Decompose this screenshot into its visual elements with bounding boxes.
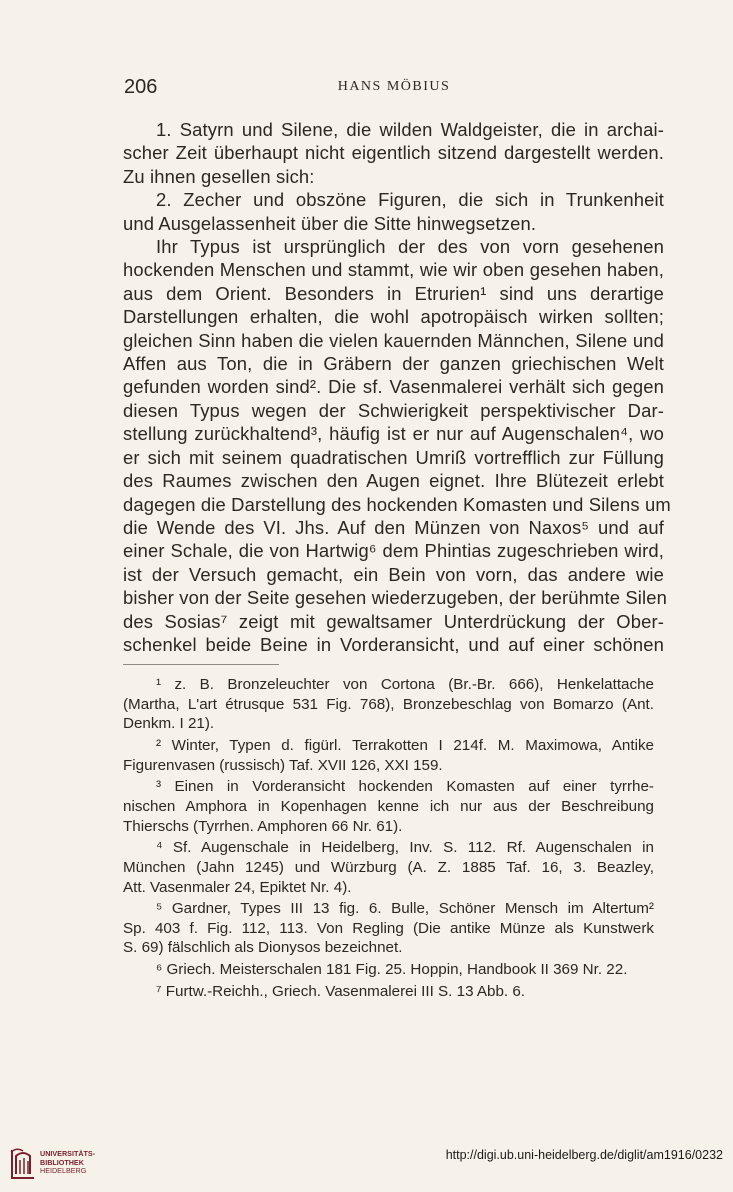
footnotes xyxy=(123,675,654,1004)
footnote-line: S. 69) fälschlich als Dionysos bezeichnet. xyxy=(123,939,403,957)
library-name-line: HEIDELBERG xyxy=(40,1166,87,1176)
text-line: 2. Zecher und obszöne Figuren, die sich in Trunkenheit xyxy=(156,189,664,211)
text-line: und Ausgelassenheit über die Sitte hinwegsetzen. xyxy=(123,212,537,234)
footnote-line: ³ Einen in Vorderansicht hockenden Komasten auf einer tyrrhe- xyxy=(156,778,654,796)
footnote-line: ⁶ Griech. Meisterschalen 181 Fig. 25. Hoppin, Handbook II 369 Nr. 22. xyxy=(156,961,628,979)
footnote-line: Denkm. I 21). xyxy=(123,715,215,733)
text-line: schenkel beide Beine in Vorderansicht, und auf einer schönen xyxy=(123,633,664,655)
text-line: stellung zurückhaltend³, häufig ist er nur auf Augenschalen⁴, wo xyxy=(123,423,664,445)
text-line: gefunden worden sind². Die sf. Vasenmalerei verhält sich gegen xyxy=(123,376,664,398)
text-line: diesen Typus wegen der Schwierigkeit perspektivischer Dar- xyxy=(123,399,664,421)
text-line: Darstellungen erhalten, die wohl apotropäisch wirken sollten; xyxy=(123,306,664,328)
page-header xyxy=(124,76,664,98)
text-line: er sich mit seinem quadratischen Umriß vortrefflich zur Füllung xyxy=(123,446,664,468)
text-line: einer Schale, die von Hartwig⁶ dem Phintias zugeschrieben wird, xyxy=(123,540,664,562)
footnote-line: ⁷ Furtw.-Reichh., Griech. Vasenmalerei III S. 13 Abb. 6. xyxy=(156,983,526,1001)
footnote-line: Att. Vasenmaler 24, Epiktet Nr. 4). xyxy=(123,878,352,896)
text-line: 1. Satyrn und Silene, die wilden Waldgeister, die in archai- xyxy=(156,119,664,140)
library-name-line: BIBLIOTHEK xyxy=(40,1157,84,1167)
footnote-line: ² Winter, Typen d. figürl. Terrakotten I 214f. M. Maximowa, Antike xyxy=(156,736,654,754)
text-line: ist der Versuch gemacht, ein Bein von vorn, das andere wie xyxy=(123,563,664,585)
text-line: des Raumes zwischen den Augen eignet. Ihre Blütezeit erlebt xyxy=(123,470,664,492)
text-line: Affen aus Ton, die in Gräbern der ganzen griechischen Welt xyxy=(123,353,664,375)
text-line: scher Zeit überhaupt nicht eigentlich sitzend dargestellt werden. xyxy=(123,142,664,164)
body-text xyxy=(123,118,671,656)
text-line: aus dem Orient. Besonders in Etrurien¹ sind uns derartige xyxy=(123,282,664,304)
footnote-line: (Martha, L'art étrusque 531 Fig. 768), Bronzebeschlag von Bomarzo (Ant. xyxy=(123,695,654,713)
university-library-seal-icon xyxy=(8,1146,38,1182)
source-url-link[interactable]: http://digi.ub.uni-heidelberg.de/diglit/am1916/0232 xyxy=(445,1148,723,1162)
text-line: Zu ihnen gesellen sich: xyxy=(123,165,315,187)
footnote-line: ⁴ Sf. Augenschale in Heidelberg, Inv. S. 112. Rf. Augenschalen in xyxy=(156,839,654,857)
footnote-line: Figurenvasen (russisch) Taf. XVII 126, XXI 159. xyxy=(123,756,443,774)
footnote-line: nischen Amphora in Kopenhagen kenne ich nur aus der Beschreibung xyxy=(123,797,654,815)
text-line: die Wende des VI. Jhs. Auf den Münzen von Naxos⁵ und auf xyxy=(123,516,664,538)
text-line: Ihr Typus ist ursprünglich der des von vorn gesehenen xyxy=(156,236,664,258)
footnote-line: ⁵ Gardner, Types III 13 fig. 6. Bulle, Schöner Mensch im Altertum² xyxy=(156,900,654,918)
footnote-line: München (Jahn 1245) und Würzburg (A. Z. 1885 Taf. 16, 3. Beazley, xyxy=(123,858,654,876)
library-logo[interactable] xyxy=(8,1144,108,1184)
library-name xyxy=(40,1150,95,1176)
footnote-line: Thierschs (Tyrrhen. Amphoren 66 Nr. 61). xyxy=(123,817,403,835)
running-head: HANS MÖBIUS xyxy=(337,79,451,94)
text-line: hockenden Menschen und stammt, wie wir oben gesehen haben, xyxy=(123,259,664,281)
text-line: bisher von der Seite gesehen wiederzugeben, der berühmte Silen xyxy=(123,587,667,609)
library-name-line: UNIVERSITÄTS- xyxy=(40,1149,96,1158)
footnote-separator xyxy=(123,664,279,665)
footnote-line: Sp. 403 f. Fig. 112, 113. Von Regling (Die antike Münze als Kunstwerk xyxy=(123,919,654,937)
text-line: dagegen die Darstellung des hockenden Komasten und Silens um xyxy=(123,493,671,515)
text-line: des Sosias⁷ zeigt mit gewaltsamer Unterdrückung der Ober- xyxy=(123,610,664,632)
footnote-line: ¹ z. B. Bronzeleuchter von Cortona (Br.-Br. 666), Henkelattache xyxy=(156,676,654,693)
text-line: gleichen Sinn haben die vielen kauernden Männchen, Silene und xyxy=(123,329,664,351)
page-number: 206 xyxy=(124,76,158,98)
